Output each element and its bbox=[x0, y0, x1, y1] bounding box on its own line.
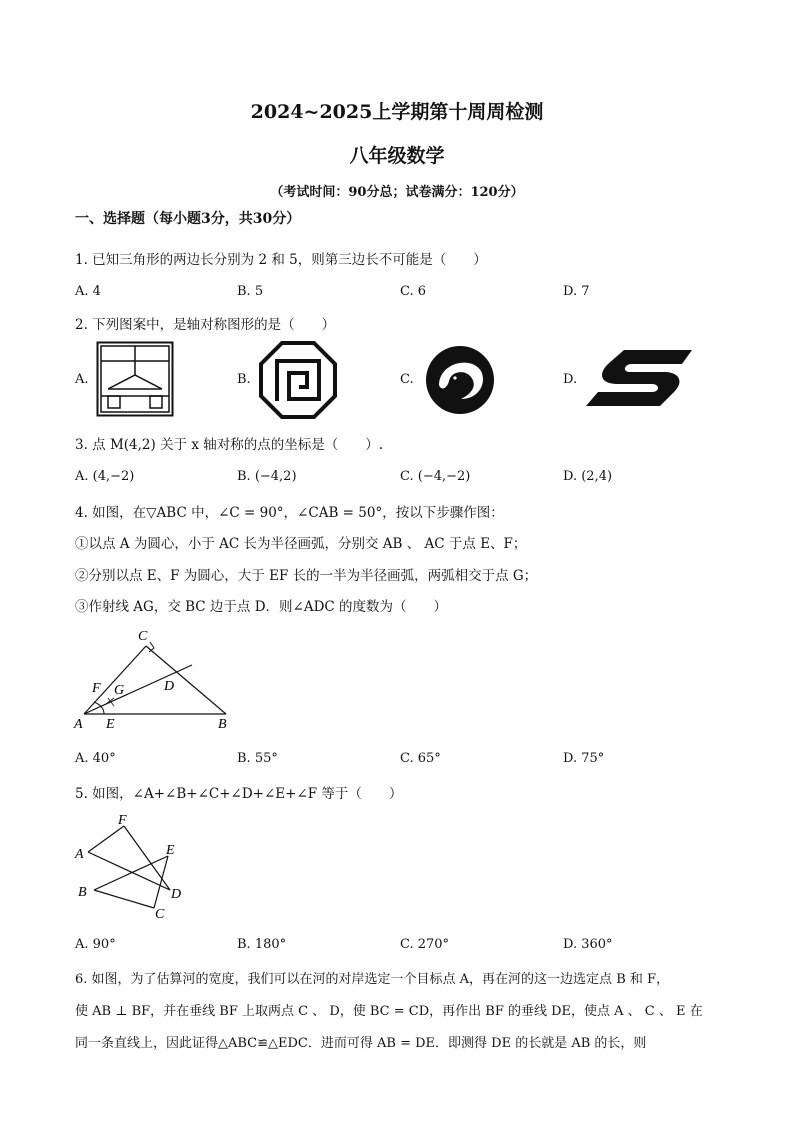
label-a: A bbox=[75, 847, 84, 862]
q1-option-a: A. 4 bbox=[75, 284, 101, 299]
pattern-c-icon bbox=[421, 341, 499, 419]
q2-option-c: C. bbox=[400, 372, 414, 387]
question-5-stem: 5. 如图，∠A+∠B+∠C+∠D+∠E+∠F 等于（ ） bbox=[75, 786, 403, 802]
label-e: E bbox=[106, 717, 115, 732]
q1-option-d: D. 7 bbox=[563, 284, 590, 299]
label-a: A bbox=[74, 717, 83, 732]
label-f: F bbox=[118, 813, 127, 828]
q2-option-b: B. bbox=[237, 372, 251, 387]
q5-option-c: C. 270° bbox=[400, 937, 450, 952]
question-6-line-3: 同一条直线上，因此证得△ABC≌△EDC．进而可得 AB = DE．即测得 DE 的长就是 AB 的长，则 bbox=[75, 1036, 647, 1051]
q5-star-figure bbox=[70, 808, 195, 924]
question-4-step-2: ②分别以点 E、F 为圆心，大于 EF 长的一半为半径画弧，两弧相交于点 G； bbox=[75, 568, 538, 584]
q2-option-a: A. bbox=[75, 372, 89, 387]
q4-option-a: A. 40° bbox=[75, 751, 116, 766]
exam-info: （考试时间：90分总；试卷满分：120分） bbox=[270, 185, 524, 200]
q3-option-b: B. (−4,2) bbox=[237, 469, 297, 484]
pattern-a-icon bbox=[96, 341, 174, 417]
q5-option-b: B. 180° bbox=[237, 937, 287, 952]
label-f: F bbox=[92, 681, 101, 696]
q4-option-d: D. 75° bbox=[563, 751, 605, 766]
label-b: B bbox=[218, 717, 227, 732]
question-6-line-2: 使 AB ⊥ BF，并在垂线 BF 上取两点 C 、 D，使 BC = CD，再作出 BF 的垂线 DE，使点 A 、 C 、 E 在 bbox=[75, 1004, 703, 1019]
q3-option-d: D. (2,4) bbox=[563, 469, 613, 484]
question-4-step-1: ①以点 A 为圆心，小于 AC 长为半径画弧，分别交 AB 、 AC 于点 E、F； bbox=[75, 536, 527, 552]
label-d: D bbox=[164, 679, 175, 694]
section-heading: 一、选择题（每小题3分，共30分） bbox=[75, 211, 301, 227]
q4-option-b: B. 55° bbox=[237, 751, 278, 766]
question-4-step-3: ③作射线 AG，交 BC 边于点 D．则∠ADC 的度数为（ ） bbox=[75, 599, 448, 615]
q5-option-d: D. 360° bbox=[563, 937, 613, 952]
label-c: C bbox=[138, 629, 148, 644]
label-b: B bbox=[78, 885, 87, 900]
question-2-stem: 2. 下列图案中，是轴对称图形的是（ ） bbox=[75, 317, 336, 333]
pattern-b-icon bbox=[259, 341, 337, 419]
question-1-stem: 1. 已知三角形的两边长分别为 2 和 5，则第三边长不可能是（ ） bbox=[75, 252, 487, 268]
label-g: G bbox=[114, 683, 125, 698]
label-d: D bbox=[171, 887, 182, 902]
q3-option-c: C. (−4,−2) bbox=[400, 469, 471, 484]
question-3-stem: 3. 点 M(4,2) 关于 x 轴对称的点的坐标是（ ）. bbox=[75, 437, 384, 453]
label-c: C bbox=[155, 907, 165, 922]
q1-option-c: C. 6 bbox=[400, 284, 427, 299]
q4-option-c: C. 65° bbox=[400, 751, 441, 766]
pattern-d-icon bbox=[584, 348, 694, 410]
question-6-line-1: 6. 如图，为了估算河的宽度，我们可以在河的对岸选定一个目标点 A，再在河的这一边选定点 B 和 F， bbox=[75, 972, 670, 987]
label-e: E bbox=[166, 843, 175, 858]
exam-subtitle: 八年级数学 bbox=[349, 145, 445, 167]
q2-option-d: D. bbox=[563, 372, 578, 387]
q3-option-a: A. (4,−2) bbox=[75, 469, 135, 484]
exam-title: 2024~2025上学期第十周周检测 bbox=[250, 101, 544, 123]
q4-triangle-figure bbox=[70, 624, 250, 736]
q5-option-a: A. 90° bbox=[75, 937, 116, 952]
question-4-stem: 4. 如图，在▽ABC 中，∠C = 90°，∠CAB = 50°，按以下步骤作图： bbox=[75, 505, 504, 521]
q1-option-b: B. 5 bbox=[237, 284, 264, 299]
